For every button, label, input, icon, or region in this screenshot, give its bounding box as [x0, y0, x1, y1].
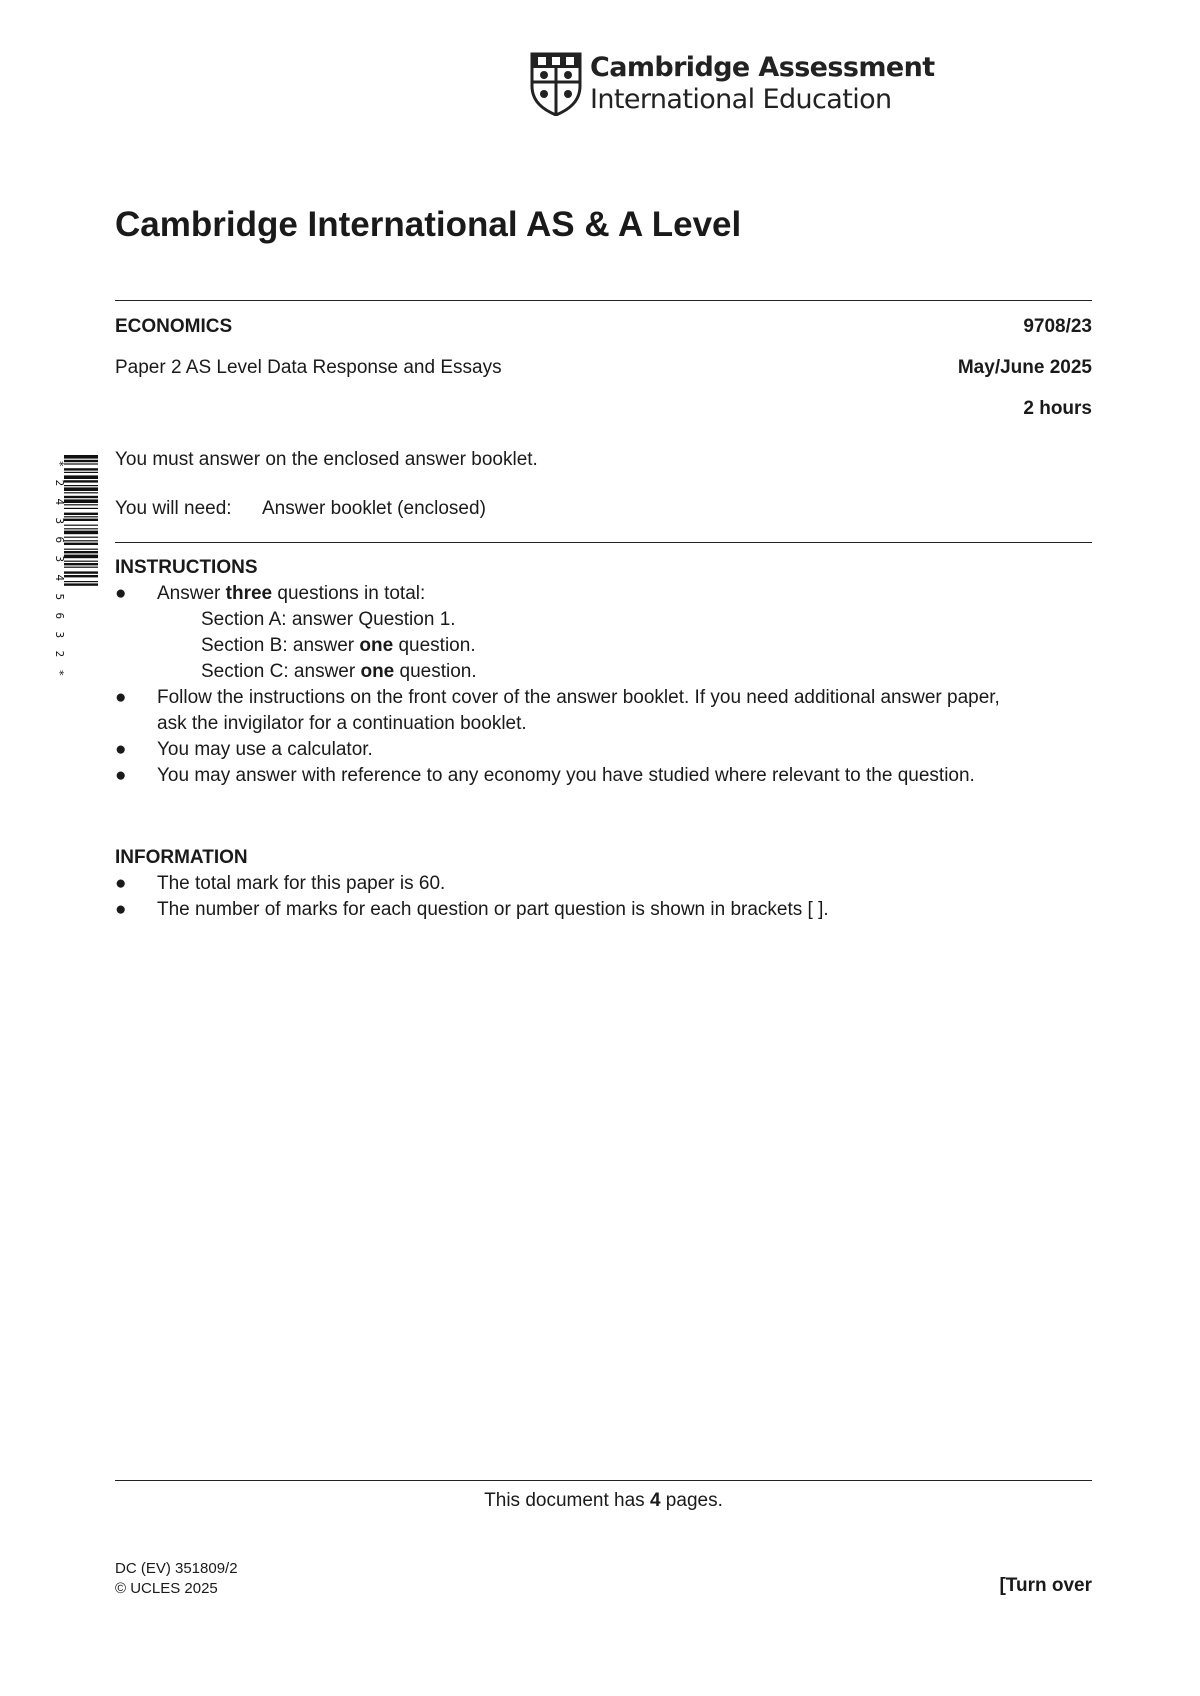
barcode-bar	[64, 487, 98, 491]
turn-over-note: [Turn over	[999, 1575, 1092, 1596]
instruction-text: questions in total:	[272, 583, 426, 604]
cambridge-logo	[530, 50, 935, 120]
exam-session: May/June 2025	[957, 357, 1092, 378]
barcode-bar	[64, 513, 98, 515]
barcode-bar	[64, 540, 98, 541]
bullet-icon: ●	[115, 873, 127, 894]
information-heading: INFORMATION	[115, 847, 248, 868]
barcode-digit: 6	[53, 536, 66, 544]
instruction-text: You may use a calculator.	[157, 739, 373, 760]
paper-title: Paper 2 AS Level Data Response and Essays	[115, 357, 502, 378]
barcode-digit: 3	[53, 517, 66, 525]
barcode-digit: 4	[53, 574, 66, 582]
barcode-digit: 4	[53, 498, 66, 506]
section-b-line	[201, 635, 476, 657]
instructions-heading: INSTRUCTIONS	[115, 557, 258, 578]
barcode-bar	[64, 551, 98, 553]
section-emphasis: one	[360, 661, 395, 682]
barcode-bar	[64, 516, 98, 517]
page-count-text: pages.	[660, 1490, 723, 1511]
barcode-bar	[64, 492, 98, 493]
barcode-bar	[64, 455, 98, 459]
section-c-line	[201, 661, 477, 683]
barcode-digit: 6	[53, 612, 66, 620]
instructions-section	[115, 557, 1092, 797]
barcode-bar	[64, 525, 98, 526]
subject-name: ECONOMICS	[115, 316, 233, 337]
section-text: Section C: answer	[201, 661, 361, 682]
instruction-text: Answer	[157, 583, 226, 604]
subject-row	[115, 316, 1092, 338]
qualification-title: Cambridge International AS & A Level	[115, 205, 742, 244]
need-label: You will need:	[115, 498, 232, 519]
barcode-digit: 2	[53, 650, 66, 658]
divider-bottom	[115, 1480, 1092, 1481]
barcode-bar	[64, 581, 98, 582]
barcode-bar	[64, 480, 98, 482]
bullet-icon: ●	[115, 739, 127, 760]
barcode-digit: 3	[53, 631, 66, 639]
instruction-emphasis: three	[225, 583, 273, 604]
barcode-bar	[64, 571, 98, 573]
barcode-bar	[64, 531, 98, 535]
barcode-bar	[64, 468, 98, 470]
barcode-bar	[64, 472, 98, 473]
barcode-bar	[64, 549, 98, 550]
barcode-digit: *	[53, 460, 66, 468]
section-a-line: Section A: answer Question 1.	[201, 609, 456, 630]
section-text: question.	[393, 635, 476, 656]
barcode-bar	[64, 508, 98, 509]
answer-note: You must answer on the enclosed answer booklet.	[115, 449, 538, 470]
exam-duration: 2 hours	[1023, 398, 1092, 419]
barcode-bar	[64, 528, 98, 529]
instruction-text: Follow the instructions on the front cover of the answer booklet. If you need additional answer paper,	[157, 687, 1000, 708]
paper-row	[115, 357, 1092, 379]
bullet-icon: ●	[115, 765, 127, 786]
section-text: Section B: answer	[201, 635, 360, 656]
barcode-digit: 5	[53, 593, 66, 601]
copyright-notice: © UCLES 2025	[115, 1580, 218, 1597]
instruction-item-2-cont: ask the invigilator for a continuation booklet.	[157, 713, 527, 734]
barcode-bar	[64, 463, 98, 464]
section-emphasis: one	[359, 635, 394, 656]
barcode-bar	[64, 563, 98, 565]
divider-middle	[115, 542, 1092, 543]
page-count-note	[115, 1490, 1092, 1512]
instruction-text: You may answer with reference to any economy you have studied where relevant to the question.	[157, 765, 975, 786]
barcode-bar	[64, 496, 98, 498]
bullet-icon: ●	[115, 583, 127, 604]
document-reference: DC (EV) 351809/2	[115, 1560, 238, 1577]
barcode-bar	[64, 567, 98, 568]
barcode-icon	[52, 455, 98, 683]
barcode-digit: 2	[53, 479, 66, 487]
barcode-bar	[64, 499, 98, 503]
barcode-digit: *	[53, 669, 66, 677]
logo-line-2: International Education	[590, 84, 892, 115]
barcode-bar	[64, 475, 98, 479]
barcode-bar	[64, 460, 98, 462]
barcode-bar	[64, 537, 98, 538]
information-text: The total mark for this paper is 60.	[157, 873, 446, 894]
barcode-bar	[64, 543, 98, 545]
barcode-bar	[64, 575, 98, 577]
barcode-bar	[64, 504, 98, 505]
barcode-bar	[64, 561, 98, 562]
page-count-text: This document has	[484, 1490, 650, 1511]
divider-top	[115, 300, 1092, 301]
barcode-bar	[64, 555, 98, 559]
barcode-digit: 3	[53, 555, 66, 563]
section-text: question.	[394, 661, 477, 682]
syllabus-code: 9708/23	[1023, 316, 1092, 337]
page-count-number: 4	[649, 1490, 661, 1511]
bullet-icon: ●	[115, 687, 127, 708]
information-section	[115, 847, 1092, 937]
barcode-bar	[64, 519, 98, 521]
need-value: Answer booklet (enclosed)	[262, 498, 486, 519]
cambridge-shield-icon	[530, 52, 582, 116]
information-text: The number of marks for each question or part question is shown in brackets [ ].	[157, 899, 829, 920]
bullet-icon: ●	[115, 899, 127, 920]
barcode-bar	[64, 485, 98, 486]
logo-line-1: Cambridge Assessment	[590, 52, 935, 83]
barcode-bar	[64, 583, 98, 585]
